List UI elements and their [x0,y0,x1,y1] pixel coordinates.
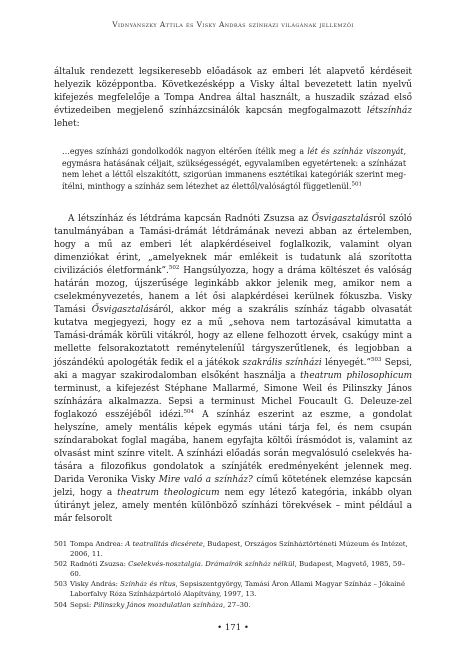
footnote [54,580,412,599]
italic-term: lét és színház viszonyát, [307,147,406,156]
text-run: ról szóló tanulmányában a Tamási-drámát létdrámának nevezi abban az értelemben, hogy a mű az emberi lét alapkérdéseivel foglalkozik, valamint olyan dimenziókat érint, „amelyeknek már emlékeit is tudatunk alá szorította civilizációs életformánk”. [54,214,412,277]
text-run: Radnóti Zsuzsa: [70,560,129,569]
text-run: általuk rendezett legsikeresebb előadások az emberi lét alapvető kérdéseit helyezik középpontba. Következésképp a Visky által bevezetett latin nyelvű kifejezés megfelelője a Tompa Andrea által használt, a huszadik század első évtizedeiben megjelenő színházcsinálók kapcsán megfogalmazott [54,67,412,117]
text-run: , Budapest, Magvető, 1985, 59–60. [70,560,406,578]
footnotes [54,540,412,611]
italic-term: Ősvigasztalás [91,305,154,316]
italic-term: theatrum philosophicum [300,370,412,381]
footnote-ref[interactable]: 504 [183,408,195,415]
text-run: , Sepsiszentgyörgy, Tamási Áron Állami Magyar Színház – Jókainé Laborfalvy Róza Színházpártoló Alapítvány, 1997, 13. [70,580,406,598]
paragraph-2 [54,213,412,526]
italic-term: Színház és rítus [120,580,176,589]
italic-term: Pilinszky János mozdulatlan színháza [93,600,224,609]
text-run: Tompa Andrea: [70,540,126,548]
footnote-number: 503 [54,580,68,589]
footnote-ref[interactable]: 503 [370,356,382,363]
italic-term: A teatralitás dicsérete [125,540,203,548]
text-run: Sepsi: [70,600,94,609]
footnote [54,540,412,559]
text-run: , 27–30. [223,600,251,609]
footnote-text [70,560,412,579]
footnote [54,601,412,611]
footnote-number: 504 [54,600,68,609]
text-run: Visky András: [70,580,121,589]
text-run: …egyes színházi gondolkodók nagyon eltérően ítélik meg a [62,147,308,156]
italic-term: Ősvigasztalás [311,214,374,224]
footnote-text [70,601,412,611]
footnote-text [70,540,412,559]
paragraph-1 [54,66,412,131]
text-run: A létszínház és létdráma kapcsán Radnóti Zsuzsa az [68,214,312,224]
page-number: • 171 • [217,623,249,633]
footnote-text [70,580,412,599]
text-run: egymásra hatásának céljait, szükségességét, egyvalamiben egyetértenek: a színházat nem lehet a léttől elszakítótt, szigorúan immanens esztétikai kategóriák szerint megítélni, minthogy a színház sem létezhet az élettől/valóságtól függetlenül. [62,158,406,191]
text-run: terminust, a kifejezést Stéphane Mallarmé, Simone Weil és Pilinszky János színházára alkalmazza. Sepsi a terminust Michel Foucault G. Deleuze-zel foglakozó esszéjéből idézi. [54,383,412,420]
footnote-number: 502 [54,560,68,569]
text-run: A színház eszerint az eszme, a gondolat helyszíne, amely mentális képek egymás utáni tárja fel, és nem csupán színdarabokat foglal magába, hanem egyfajta költői írásmódot is, valamint az olvasást mint színre vitelt. A színházi előadás során megvalósuló cselekvés hatására a filozofikus gondolatok a színjáték eredményeként jelennek meg. Darida Veronika Visky [54,409,412,485]
footnote-ref[interactable]: 502 [168,265,180,272]
italic-term: theatrum theologicum [117,487,220,498]
italic-term: Mire való a színház? [158,474,253,485]
text-run: , Budapest, Országos Színháztörténeti Múzeum és Intézet, 2006, 11. [70,540,408,558]
text-run: nem egy létező kategória, inkább olyan útirányt jelez, amely mentén különböző színházi törekvések – mint például a már felsorolt [54,487,412,525]
text-run: lényegét.” [321,357,371,368]
italic-term: Cselekvés-nosztalgia. Drámaírók színház nélkül [128,560,295,569]
text-run: lehet: [54,119,80,130]
footnote-number: 501 [54,540,68,548]
text-run: áról, akkor még a szakrális színház tágabb olvasatát kutatva megjegyezi, hogy ez a mű „sehova nem tartozásával kimutatta a Tamási-drámák körüli vitákról, hogy az ellene felhozott érvek, csakúgy mint a mellette felsorakoztatott reményteleníűl tárgyszerűtlenek, és legjobban a jószándékú apologéták fedik el a játékok [54,305,413,368]
italic-term: létszínház [366,106,412,117]
block-quote [62,146,406,192]
footnote-ref[interactable]: 501 [351,181,362,188]
text-run: Sepsi, aki a magyar szakirodalomban elsőként használja a [54,357,412,381]
italic-term: szakrális színházi [242,357,322,368]
text-run: című kötetének elemzése kapcsán jelzi, hogy a [54,474,413,498]
running-header: Vidnyánszky Attila és Visky András színházi világának jellemzői [112,20,354,29]
footnote [54,560,412,579]
text-run: Hangsúlyozza, hogy a dráma költészet és valóság határán mozog, újszerűsége leginkább akkor jelenik meg, amikor nem a cselekményvezetés, hanem a lét ősi alapkérdései kerülnek fókuszba. Visky Tamási [54,266,412,316]
